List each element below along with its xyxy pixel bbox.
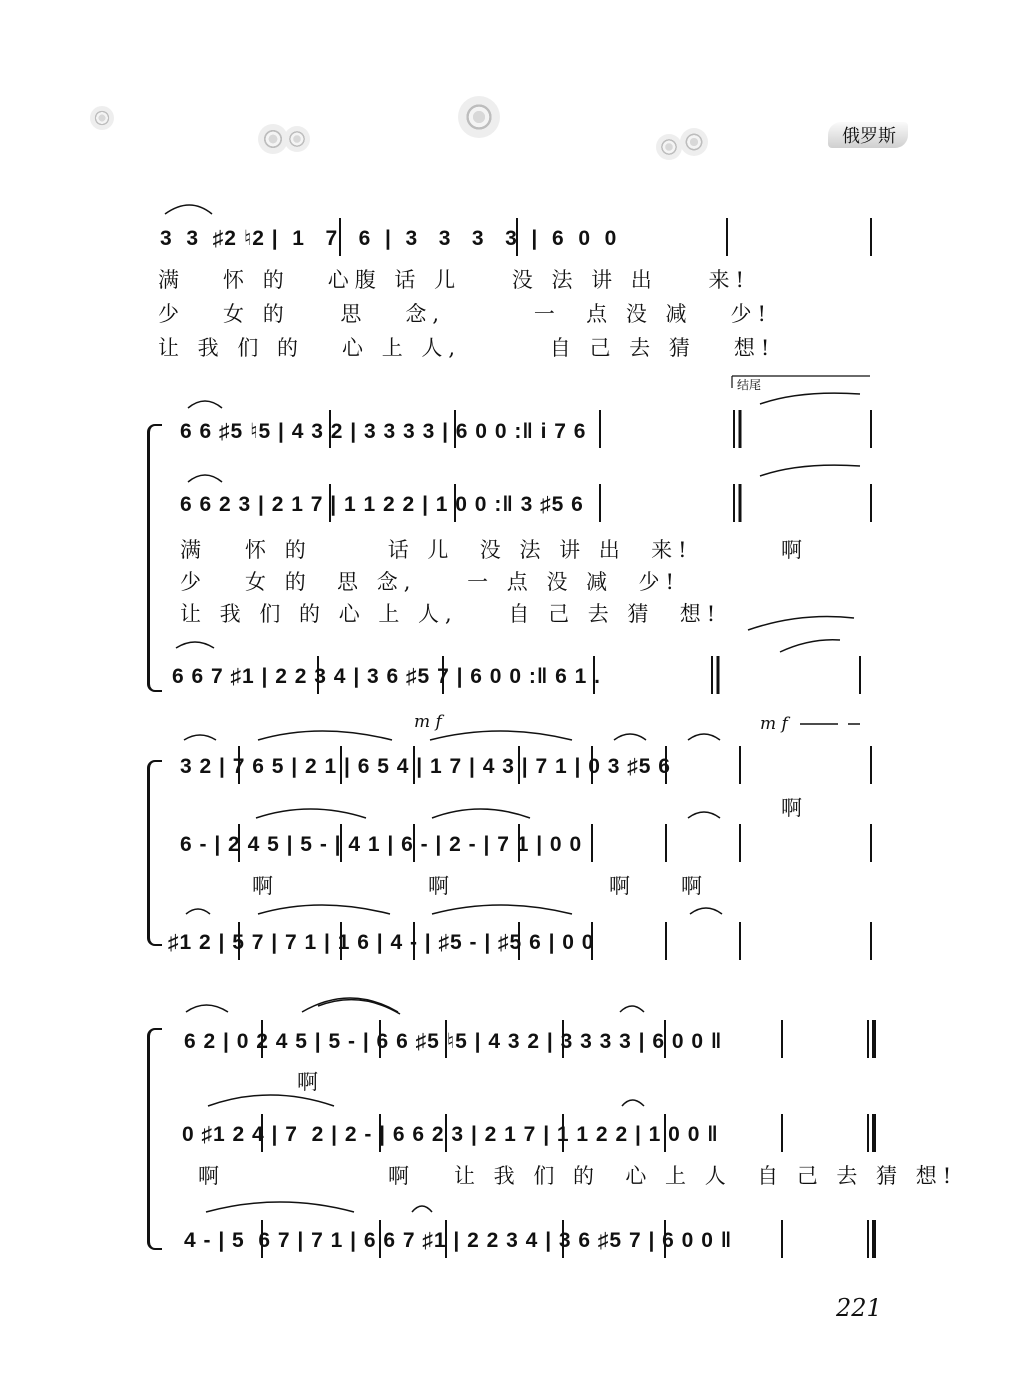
system4-mid-lyric-2: 啊: [388, 1164, 415, 1188]
system3-bottom-notes: ♯1 2 | 5 7 | 7 1 | 1 6 | 4 - | ♯5 - | ♯5 6 | 0 0: [168, 931, 595, 954]
system3-mid-lyric-2: 啊: [428, 874, 455, 898]
dynamic-mark: m f: [414, 712, 442, 732]
region-title: 俄罗斯: [842, 126, 896, 147]
system2-alt-lyric: 啊: [781, 538, 808, 562]
system-brace: [147, 760, 162, 946]
system2-mid-notes: 6 6 2 3 | 2 1 7 | 1 1 2 2 | 1 0 0 :‖ 3 ♯5 6: [180, 493, 584, 516]
system-brace: [147, 424, 162, 692]
system4-top-notes: 6 2 | 0 2 4 5 | 5 - | 6 6 ♯5 ♮5 | 4 3 2 | 3 3 3 3 | 6 0 0 ‖: [184, 1030, 723, 1053]
ending-label: 结尾: [737, 378, 762, 392]
system4-bottom-notes: 4 - | 5 6 7 | 7 1 | 6 6 7 ♯1 | 2 2 3 4 | 3 6 ♯5 7 | 6 0 0 ‖: [184, 1229, 733, 1252]
system2-lyric-3: 让 我 们 的 心 上 人, 自 己 去 猜 想!: [180, 602, 722, 626]
system2-lyric-2: 少 女 的 思 念, 一 点 没 减 少!: [180, 570, 680, 594]
system4-mid-notes: 0 ♯1 2 4 | 7 2 | 2 - | 6 6 2 3 | 2 1 7 | 1 1 2 2 | 1 0 0 ‖: [182, 1123, 719, 1146]
system1-lyric-1: 满 怀 的 心腹 话 儿 没 法 讲 出 来!: [158, 268, 750, 292]
system1-lyric-3: 让 我 们 的 心 上 人, 自 己 去 猜 想!: [158, 336, 776, 360]
system-brace: [147, 1028, 162, 1250]
page-number: 221: [836, 1294, 882, 1322]
system3-mid-lyric-3: 啊: [609, 874, 636, 898]
system4-mid-lyric-1: 啊: [198, 1164, 225, 1188]
dynamic-mark: m f: [760, 714, 788, 734]
system2-bottom-notes: 6 6 7 ♯1 | 2 2 3 4 | 3 6 ♯5 7 | 6 0 0 :‖ 6 1 .: [172, 665, 601, 688]
system3-top-lyric: 啊: [781, 796, 808, 820]
system3-top-notes: 3 2 | 7 6 5 | 2 1 | 6 5 4 | 1 7 | 4 3 | 7 1 | 0 3 ♯5 6: [180, 755, 671, 778]
system2-top-notes: 6 6 ♯5 ♮5 | 4 3 2 | 3 3 3 3 | 6 0 0 :‖ i 7 6: [180, 420, 587, 443]
system1-lyric-2: 少 女 的 思 念, 一 点 没 减 少!: [158, 302, 772, 326]
system4-mid-lyric-3: 让 我 们 的 心 上 人 自 己 去 猜 想!: [454, 1164, 958, 1188]
system1-notes: 3 3 ♯2 ♮2 | 1 7 6 | 3 3 3 3 | 6 0 0: [160, 227, 618, 250]
system3-mid-lyric-4: 啊: [681, 874, 708, 898]
system2-lyric-1: 满 怀 的 话 儿 没 法 讲 出 来!: [180, 538, 693, 562]
system3-mid-lyric-1: 啊: [252, 874, 279, 898]
system4-top-lyric: 啊: [297, 1070, 324, 1094]
system3-mid-notes: 6 - | 2 4 5 | 5 - | 4 1 | 6 - | 2 - | 7 1 | 0 0: [180, 833, 583, 856]
